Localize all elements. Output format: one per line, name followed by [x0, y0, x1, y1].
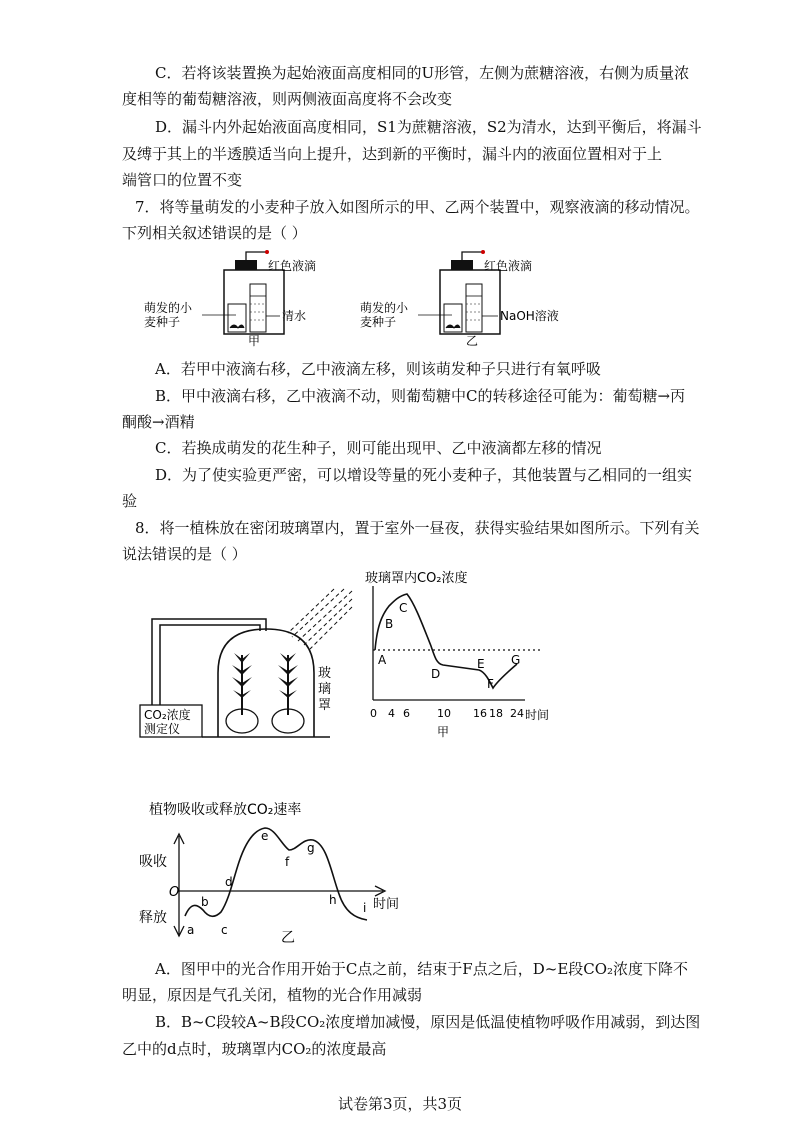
- option-c-line1: C．若将该装置换为起始液面高度相同的U形管，左侧为蔗糖溶液，右侧为质量浓: [155, 64, 690, 82]
- tick-0: 0: [370, 707, 377, 720]
- q7-option-d-line1: D．为了使实验更严密，可以增设等量的死小麦种子，其他装置与乙相同的一组实: [155, 466, 693, 484]
- point-f-label: F: [487, 677, 494, 691]
- jia-caption: 甲: [248, 334, 261, 348]
- point-g-small: g: [307, 841, 315, 855]
- q7-option-a: A．若甲中液滴右移，乙中液滴左移，则该萌发种子只进行有氧呼吸: [155, 360, 601, 378]
- point-f-small: f: [285, 855, 290, 869]
- graph-jia-ylabel: 玻璃罩内CO₂浓度: [365, 571, 468, 586]
- q8-option-b-line1: B．B~C段较A~B段CO₂浓度增加减慢，原因是低温使植物呼吸作用减弱，到达图: [155, 1013, 701, 1031]
- point-a-small: a: [187, 923, 195, 937]
- yi-drop-label: 红色液滴: [484, 259, 533, 273]
- cover-char-2: 璃: [318, 682, 332, 697]
- q7-option-c: C．若换成萌发的花生种子，则可能出现甲、乙中液滴都左移的情况: [155, 439, 602, 457]
- device-jia: [144, 250, 316, 348]
- red-droplet-icon: [481, 250, 485, 254]
- point-b-small: b: [201, 895, 209, 909]
- yi-seed-label-2: 麦种子: [360, 315, 397, 329]
- jia-liquid-label: 清水: [282, 309, 307, 323]
- point-e-small: e: [261, 829, 269, 843]
- graph-yi-down: 释放: [139, 910, 167, 926]
- point-a-label: A: [378, 653, 387, 667]
- graph-yi-ylabel: 植物吸收或释放CO₂速率: [149, 802, 302, 818]
- point-e-label: E: [477, 657, 485, 671]
- tick-4: 4: [388, 707, 395, 720]
- device-yi: [360, 250, 559, 348]
- q8-stem-line2: 说法错误的是（ ）: [122, 545, 247, 563]
- graph-jia: [355, 566, 565, 744]
- graph-yi-caption: 乙: [281, 930, 295, 946]
- meter-label-2: 测定仪: [144, 722, 181, 736]
- option-d-line3: 端管口的位置不变: [122, 171, 243, 189]
- option-c-line2: 度相等的葡萄糖溶液，则两侧液面高度将不会改变: [122, 90, 453, 108]
- jia-seed-label-2: 麦种子: [144, 315, 181, 329]
- q7-option-b-line1: B．甲中液滴右移，乙中液滴不动，则葡萄糖中C的转移途径可能为：葡萄糖→丙: [155, 387, 686, 405]
- tick-16: 16: [473, 707, 487, 720]
- yi-caption: 乙: [466, 334, 479, 348]
- jia-drop-label: 红色液滴: [268, 259, 317, 273]
- page-footer: 试卷第3页，共3页: [337, 1095, 463, 1113]
- yi-curve: [185, 828, 367, 920]
- yi-liquid-label: NaOH溶液: [500, 309, 559, 323]
- point-d-label: D: [431, 667, 441, 681]
- graph-jia-xlabel: 时间: [525, 708, 550, 722]
- cover-char-1: 玻: [318, 666, 332, 681]
- option-d-line2: 及缚于其上的半透膜适当向上提升，达到新的平衡时，漏斗内的液面位置相对于上: [122, 145, 663, 163]
- q8-stem-line1: 8．将一植株放在密闭玻璃罩内，置于室外一昼夜，获得实验结果如图所示。下列有关: [135, 519, 700, 537]
- point-b-label: B: [385, 617, 394, 631]
- q7-option-b-line2: 酮酸→酒精: [122, 413, 195, 431]
- graph-yi-origin: O: [169, 885, 180, 900]
- q7-option-d-line2: 验: [122, 492, 138, 510]
- yi-seed-label: 萌发的小: [360, 301, 409, 315]
- q8-option-a-line2: 明显，原因是气孔关闭，植物的光合作用减弱: [122, 986, 423, 1004]
- cover-char-3: 罩: [318, 698, 332, 713]
- point-c-small: c: [221, 923, 228, 937]
- sunlight-rays-icon: [288, 589, 352, 649]
- jia-seed-label: 萌发的小: [144, 301, 193, 315]
- point-d-small: d: [225, 875, 233, 889]
- q8-apparatus: [138, 585, 360, 745]
- tick-18: 18: [489, 707, 503, 720]
- q7-figure: [140, 248, 580, 348]
- tick-24: 24: [510, 707, 524, 720]
- option-d-line1: D．漏斗内外起始液面高度相同，S1为蔗糖溶液，S2为清水，达到平衡后，将漏斗: [155, 118, 702, 136]
- tick-6: 6: [403, 707, 410, 720]
- point-h-small: h: [329, 893, 337, 907]
- graph-yi-up: 吸收: [139, 854, 167, 870]
- red-droplet-icon: [265, 250, 269, 254]
- q8-option-a-line1: A．图甲中的光合作用开始于C点之前，结束于F点之后，D~E段CO₂浓度下降不: [155, 960, 689, 978]
- point-g-label: G: [511, 653, 521, 667]
- q8-option-b-line2: 乙中的d点时，玻璃罩内CO₂的浓度最高: [122, 1040, 387, 1058]
- graph-yi: [135, 800, 415, 950]
- graph-jia-caption: 甲: [437, 725, 450, 739]
- point-c-label: C: [399, 601, 408, 615]
- plant-right-icon: [272, 653, 304, 733]
- graph-yi-xlabel: 时间: [373, 897, 400, 912]
- q7-stem-line1: 7．将等量萌发的小麦种子放入如图所示的甲、乙两个装置中，观察液滴的移动情况。: [135, 198, 700, 216]
- q7-stem-line2: 下列相关叙述错误的是（ ）: [122, 224, 307, 242]
- jia-curve: [375, 594, 517, 688]
- tick-10: 10: [437, 707, 451, 720]
- point-i-small: i: [363, 901, 367, 915]
- meter-label-1: CO₂浓度: [144, 708, 191, 722]
- plant-left-icon: [226, 653, 258, 733]
